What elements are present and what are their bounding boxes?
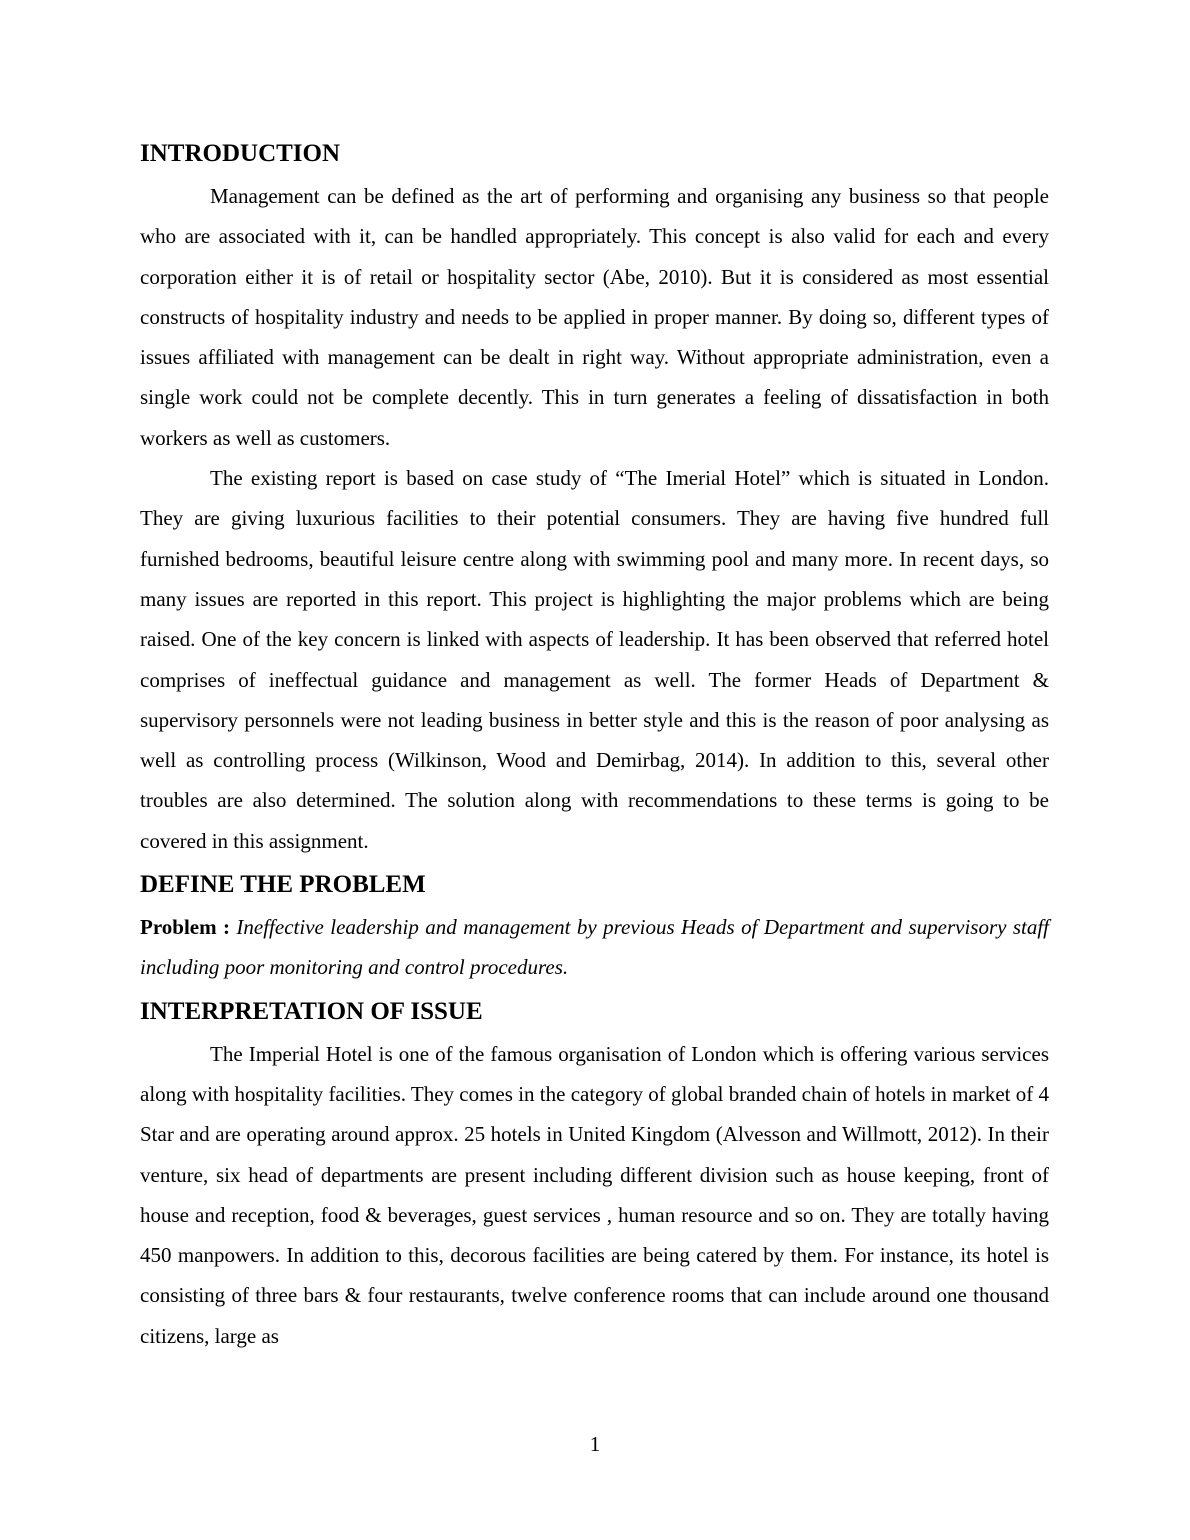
problem-statement	[140, 907, 1049, 988]
page-number: 1	[589, 1432, 601, 1456]
heading-define-the-problem: DEFINE THE PROBLEM	[140, 871, 426, 899]
heading-introduction: INTRODUCTION	[140, 140, 341, 167]
problem-text: Ineffective leadership and management by previous Heads of Department and supervisory staff including poor monitoring and control procedures.	[140, 915, 1050, 980]
page-content	[140, 138, 1049, 1356]
introduction-paragraph-1: Management can be defined as the art of performing and organising any business so that people who are associated with it, can be handled appropriately. This concept is also valid for each and every corporation either it is of retail or hospitality sector (Abe, 2010). But it is considered as most essential constructs of hospitality industry and needs to be applied in proper manner. By doing so, different types of issues affiliated with management can be dealt in right way. Without appropriate administration, even a single work could not be complete decently. This in turn generates a feeling of dissatisfaction in both workers as well as customers.	[140, 184, 1049, 450]
problem-label: Problem :	[140, 915, 230, 940]
heading-interpretation-of-issue: INTERPRETATION OF ISSUE	[140, 997, 483, 1025]
introduction-paragraph-2: The existing report is based on case study of “The Imerial Hotel” which is situated in London. They are giving luxurious facilities to their potential consumers. They are having five hundred full furnished bedrooms, beautiful leisure centre along with swimming pool and many more. In recent days, so many issues are reported in this report. This project is highlighting the major problems which are being raised. One of the key concern is linked with aspects of leadership. It has been observed that referred hotel comprises of ineffectual guidance and management as well. The former Heads of Department & supervisory personnels were not leading business in better style and this is the reason of poor analysing as well as controlling process (Wilkinson, Wood and Demirbag, 2014). In addition to this, several other troubles are also determined. The solution along with recommendations to these terms is going to be covered in this assignment.	[140, 466, 1049, 853]
interpretation-paragraph-1: The Imperial Hotel is one of the famous organisation of London which is offering various services along with hospitality facilities. They comes in the category of global branded chain of hotels in market of 4 Star and are operating around approx. 25 hotels in United Kingdom (Alvesson and Willmott, 2012). In their venture, six head of departments are present including different division such as house keeping, front of house and reception, food & beverages, guest services , human resource and so on. They are totally having 450 manpowers. In addition to this, decorous facilities are being catered by them. For instance, its hotel is consisting of three bars & four restaurants, twelve conference rooms that can include around one thousand citizens, large as	[140, 1041, 1049, 1348]
